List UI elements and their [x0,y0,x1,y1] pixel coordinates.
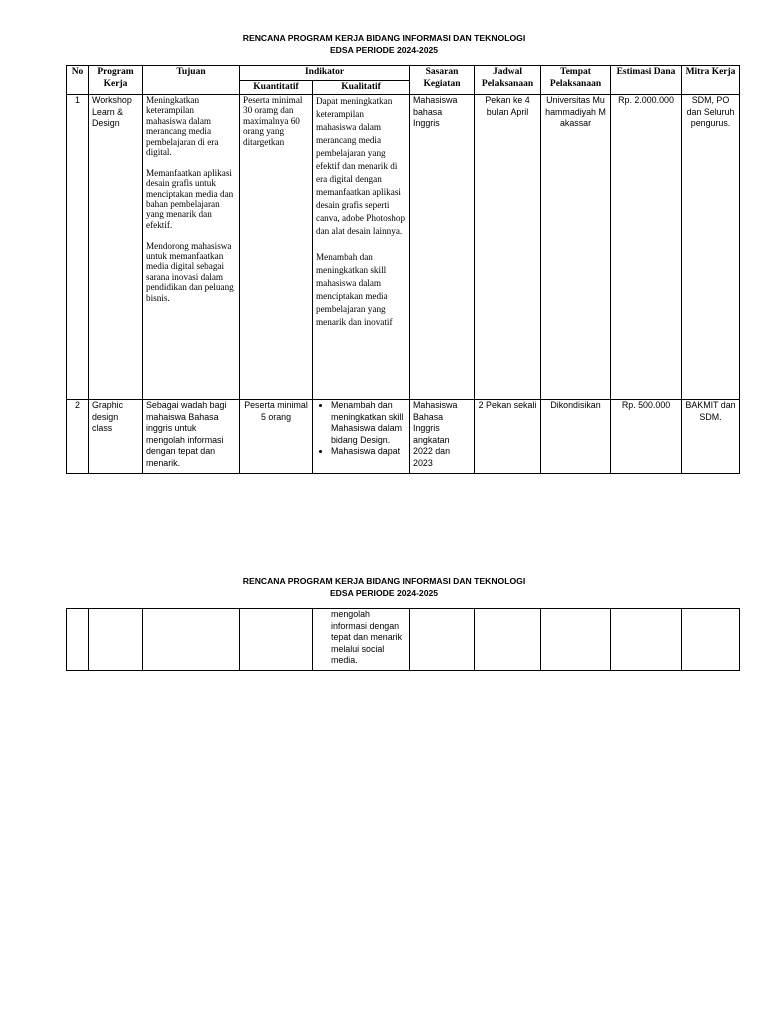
estimasi-cell: Rp. 2.000.000 [611,95,682,400]
table-row [67,609,740,671]
tujuan-cell: Sebagai wadah bagi mahaiswa Bahasa inggris untuk mengolah informasi dengan tepat dan menarik. [143,400,240,474]
table-row [67,95,740,400]
sasaran-cell: Mahasiswa Bahasa Inggris angkatan 2022 dan 2023 [410,400,475,474]
title-line-1: RENCANA PROGRAM KERJA BIDANG INFORMASI DAN TEKNOLOGI [242,33,526,43]
header-tempat: Tempat Pelaksanaan [541,66,611,95]
kuantitatif-cell: Peserta minimal 30 oramg dan maximalnya 60 orang yang ditargetkan [240,95,313,400]
row-number: 1 [67,95,89,400]
title-line-2: EDSA PERIODE 2024-2025 [329,588,439,598]
header-tujuan: Tujuan [143,66,240,95]
estimasi-cell: Rp. 500.000 [611,400,682,474]
header-estimasi: Estimasi Dana [611,66,682,95]
kualitatif-cell [313,95,410,400]
row-number: 2 [67,400,89,474]
header-program: Program Kerja [89,66,143,95]
tempat-cell: Universitas Muhammadiyah Makassar [541,95,611,400]
title-line-2: EDSA PERIODE 2024-2025 [329,45,439,55]
header-no: No [67,66,89,95]
jadwal-cell: 2 Pekan sekali [475,400,541,474]
kualitatif-bullet-list [313,400,406,458]
header-jadwal: Jadwal Pelaksanaan [475,66,541,95]
tujuan-paragraph: Meningkatkan keterampilan mahasiswa dalam merancang media pembelajaran di era digital. [146,95,219,158]
kualitatif-paragraph: Menambah dan meningkatkan skill mahasiswa dalam menciptakan media pembelajaran yang menarik dan inovatif [316,252,393,327]
kualitatif-cell [313,609,410,671]
program-name: Workshop Learn & Design [89,95,143,400]
work-plan-table [66,65,740,474]
tujuan-paragraph: Mendorong mahasiswa untuk memanfaatkan media digital sebagai sarana inovasi dalam pendidikan dan peluang bisnis. [146,240,234,303]
jadwal-cell: Pekan ke 4 bulan April [475,95,541,400]
work-plan-table-continued [66,608,740,671]
kualitatif-bullet: • Menambah dan meningkatkan skill Mahasiswa dalam bidang Design. [331,400,406,446]
page-2-title [0,575,768,599]
kualitatif-paragraph: Dapat meningkatkan keterampilan mahasiswa dalam merancang media pembelajaran yang efektif dan menarik di era digital dengan memanfaatkan aplikasi desain grafis seperti canva, adobe Photoshop dan alat desain lainnya. [316,96,406,236]
tujuan-paragraph: Memanfaatkan aplikasi desain grafis untuk menciptakan media dan bahan pembelajaran yang menarik dan efektif. [146,167,234,230]
header-kualitatif: Kualitatif [313,80,410,95]
mitra-cell: BAKMIT dan SDM. [682,400,740,474]
sasaran-cell: Mahasiswa bahasa Inggris [410,95,475,400]
kuantitatif-cell: Peserta minimal 5 orang [240,400,313,474]
kualitatif-cell [313,400,410,474]
header-sasaran: Sasaran Kegiatan [410,66,475,95]
header-mitra: Mitra Kerja [682,66,740,95]
kualitatif-bullet: • Mahasiswa dapat [331,446,406,458]
kualitatif-continuation: mengolah informasi dengan tepat dan menarik melalui social media. [331,609,403,666]
table-row [67,400,740,474]
page-title [0,32,768,56]
title-line-1: RENCANA PROGRAM KERJA BIDANG INFORMASI DAN TEKNOLOGI [242,576,526,586]
tempat-cell: Dikondisikan [541,400,611,474]
tujuan-cell [143,95,240,400]
header-kuantitatif: Kuantitatif [240,80,313,95]
mitra-cell: SDM, PO dan Seluruh pengurus. [682,95,740,400]
header-indikator: Indikator [240,66,410,81]
program-name: Graphic design class [89,400,143,474]
